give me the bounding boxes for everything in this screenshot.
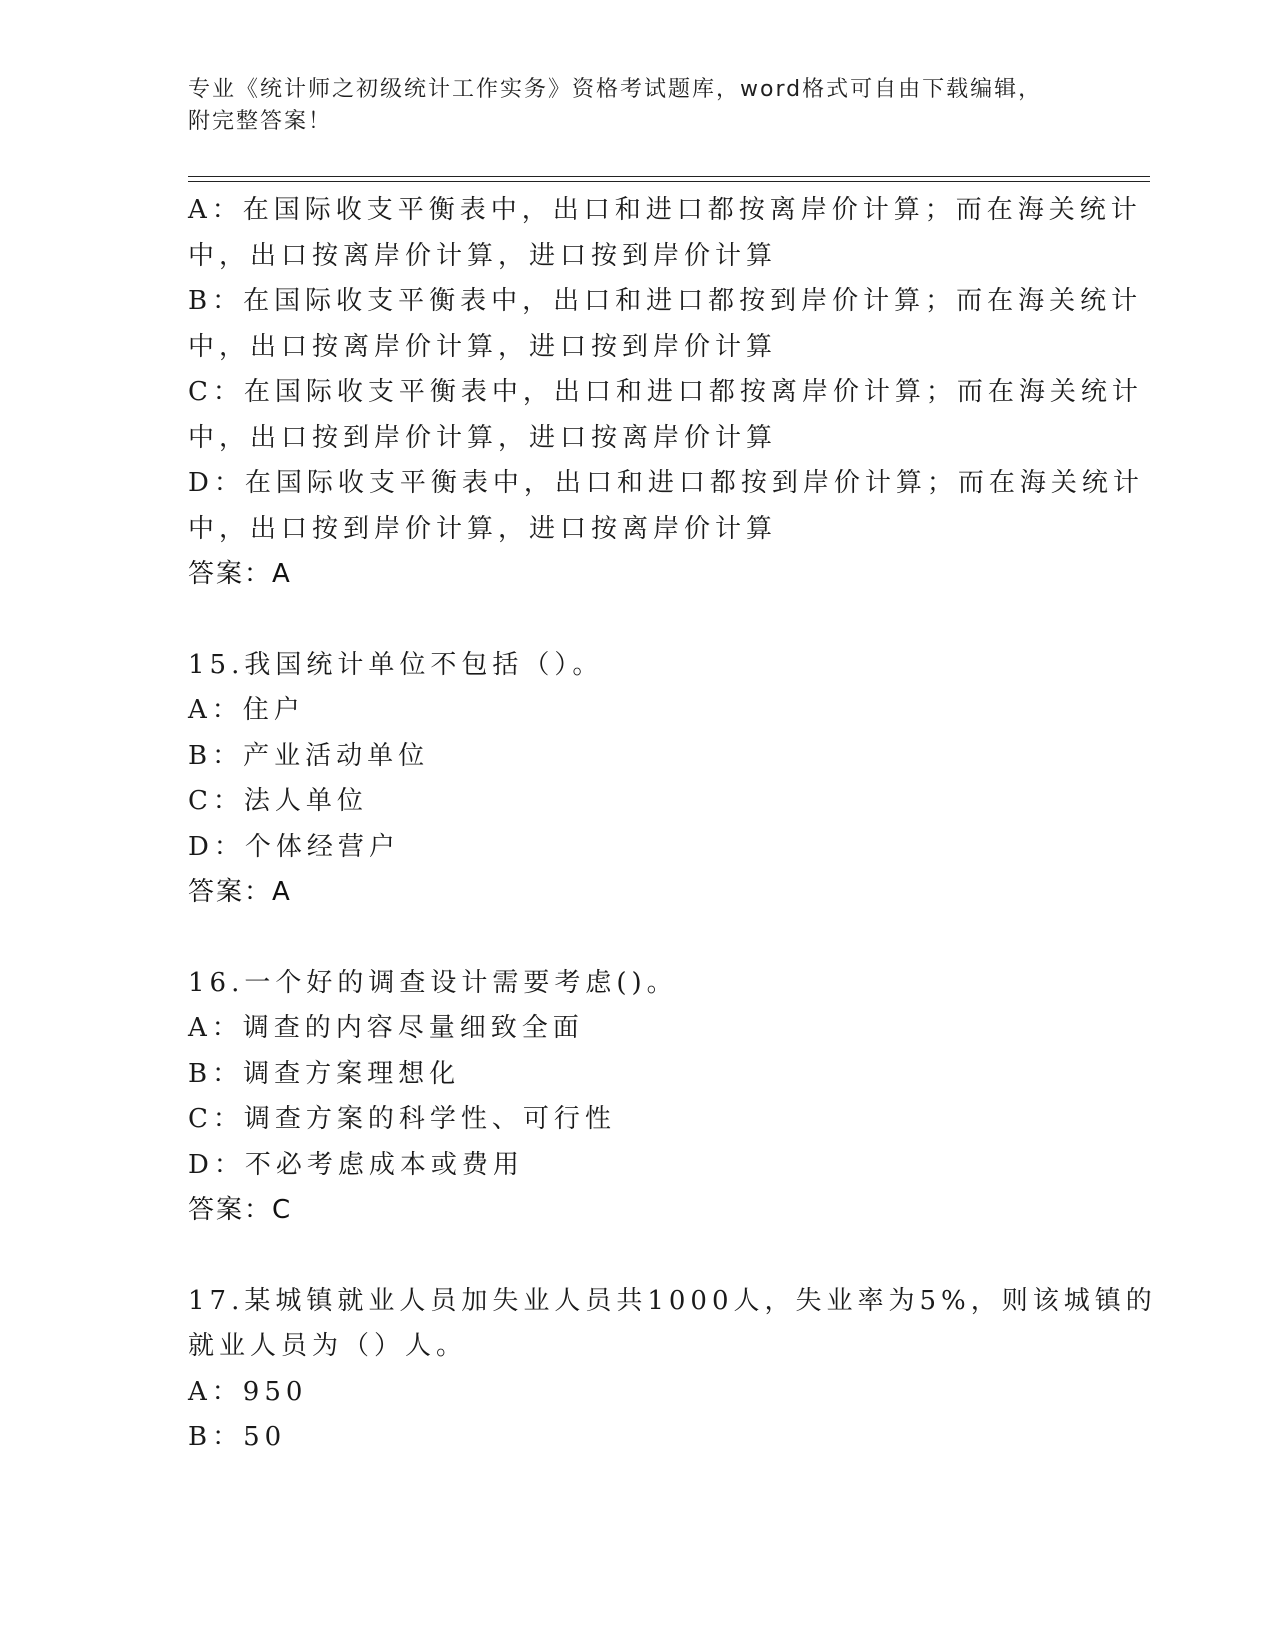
q17-option-b: B：50 [188,1422,287,1452]
q17-option-a: A：950 [188,1376,308,1407]
q14-option-b-line1: B：在国际收支平衡表中，出口和进口都按到岸价计算；而在海关统计 [188,286,1143,316]
question-16 [188,961,1088,1234]
q14-option-c-line2: 中，出口按到岸价计算，进口按离岸价计算 [188,422,778,453]
q14-option-c-line1: C：在国际收支平衡表中，出口和进口都按离岸价计算；而在海关统计 [188,377,1143,407]
question-17 [188,1279,1157,1461]
q16-answer: 答案：C [188,1195,293,1225]
q17-question-line2: 就业人员为（）人。 [188,1331,468,1361]
q17-question-line1: 17.某城镇就业人员加失业人员共1000人，失业率为5%，则该城镇的 [188,1285,1157,1316]
header-line-1: 专业《统计师之初级统计工作实务》资格考试题库，word格式可自由下载编辑， [188,77,1043,102]
question-15 [188,643,1088,916]
q14-answer: 答案：A [188,559,292,589]
q16-option-b: B：调查方案理想化 [188,1058,461,1089]
q16-option-c: C：调查方案的科学性、可行性 [188,1104,616,1134]
spacer [188,916,1088,961]
q15-question: 15.我国统计单位不包括（）。 [188,649,604,680]
spacer [188,1234,1088,1279]
header-divider-bottom [188,181,1150,182]
q15-answer: 答案：A [188,877,292,907]
q16-option-a: A：调查的内容尽量细致全面 [188,1013,584,1043]
question-list [188,188,1157,1461]
q15-option-d: D：个体经营户 [188,831,400,862]
q14-option-d-line2: 中，出口按到岸价计算，进口按离岸价计算 [188,513,778,544]
spacer [188,598,1088,643]
q15-option-b: B：产业活动单位 [188,740,430,771]
header-line-2: 附完整答案！ [188,109,333,134]
question-14 [188,188,1144,598]
q14-option-d-line1: D：在国际收支平衡表中，出口和进口都按到岸价计算；而在海关统计 [188,468,1144,498]
q14-option-b-line2: 中，出口按离岸价计算，进口按到岸价计算 [188,331,778,362]
q14-option-a-line1: A：在国际收支平衡表中，出口和进口都按离岸价计算；而在海关统计 [188,195,1142,225]
q16-question: 16.一个好的调查设计需要考虑()。 [188,967,678,998]
document-header [188,74,1088,138]
q15-option-c: C：法人单位 [188,786,368,816]
header-divider-top [188,176,1150,177]
q15-option-a: A：住户 [188,695,305,725]
q16-option-d: D：不必考虑成本或费用 [188,1149,524,1180]
q14-option-a-line2: 中，出口按离岸价计算，进口按到岸价计算 [188,240,778,271]
